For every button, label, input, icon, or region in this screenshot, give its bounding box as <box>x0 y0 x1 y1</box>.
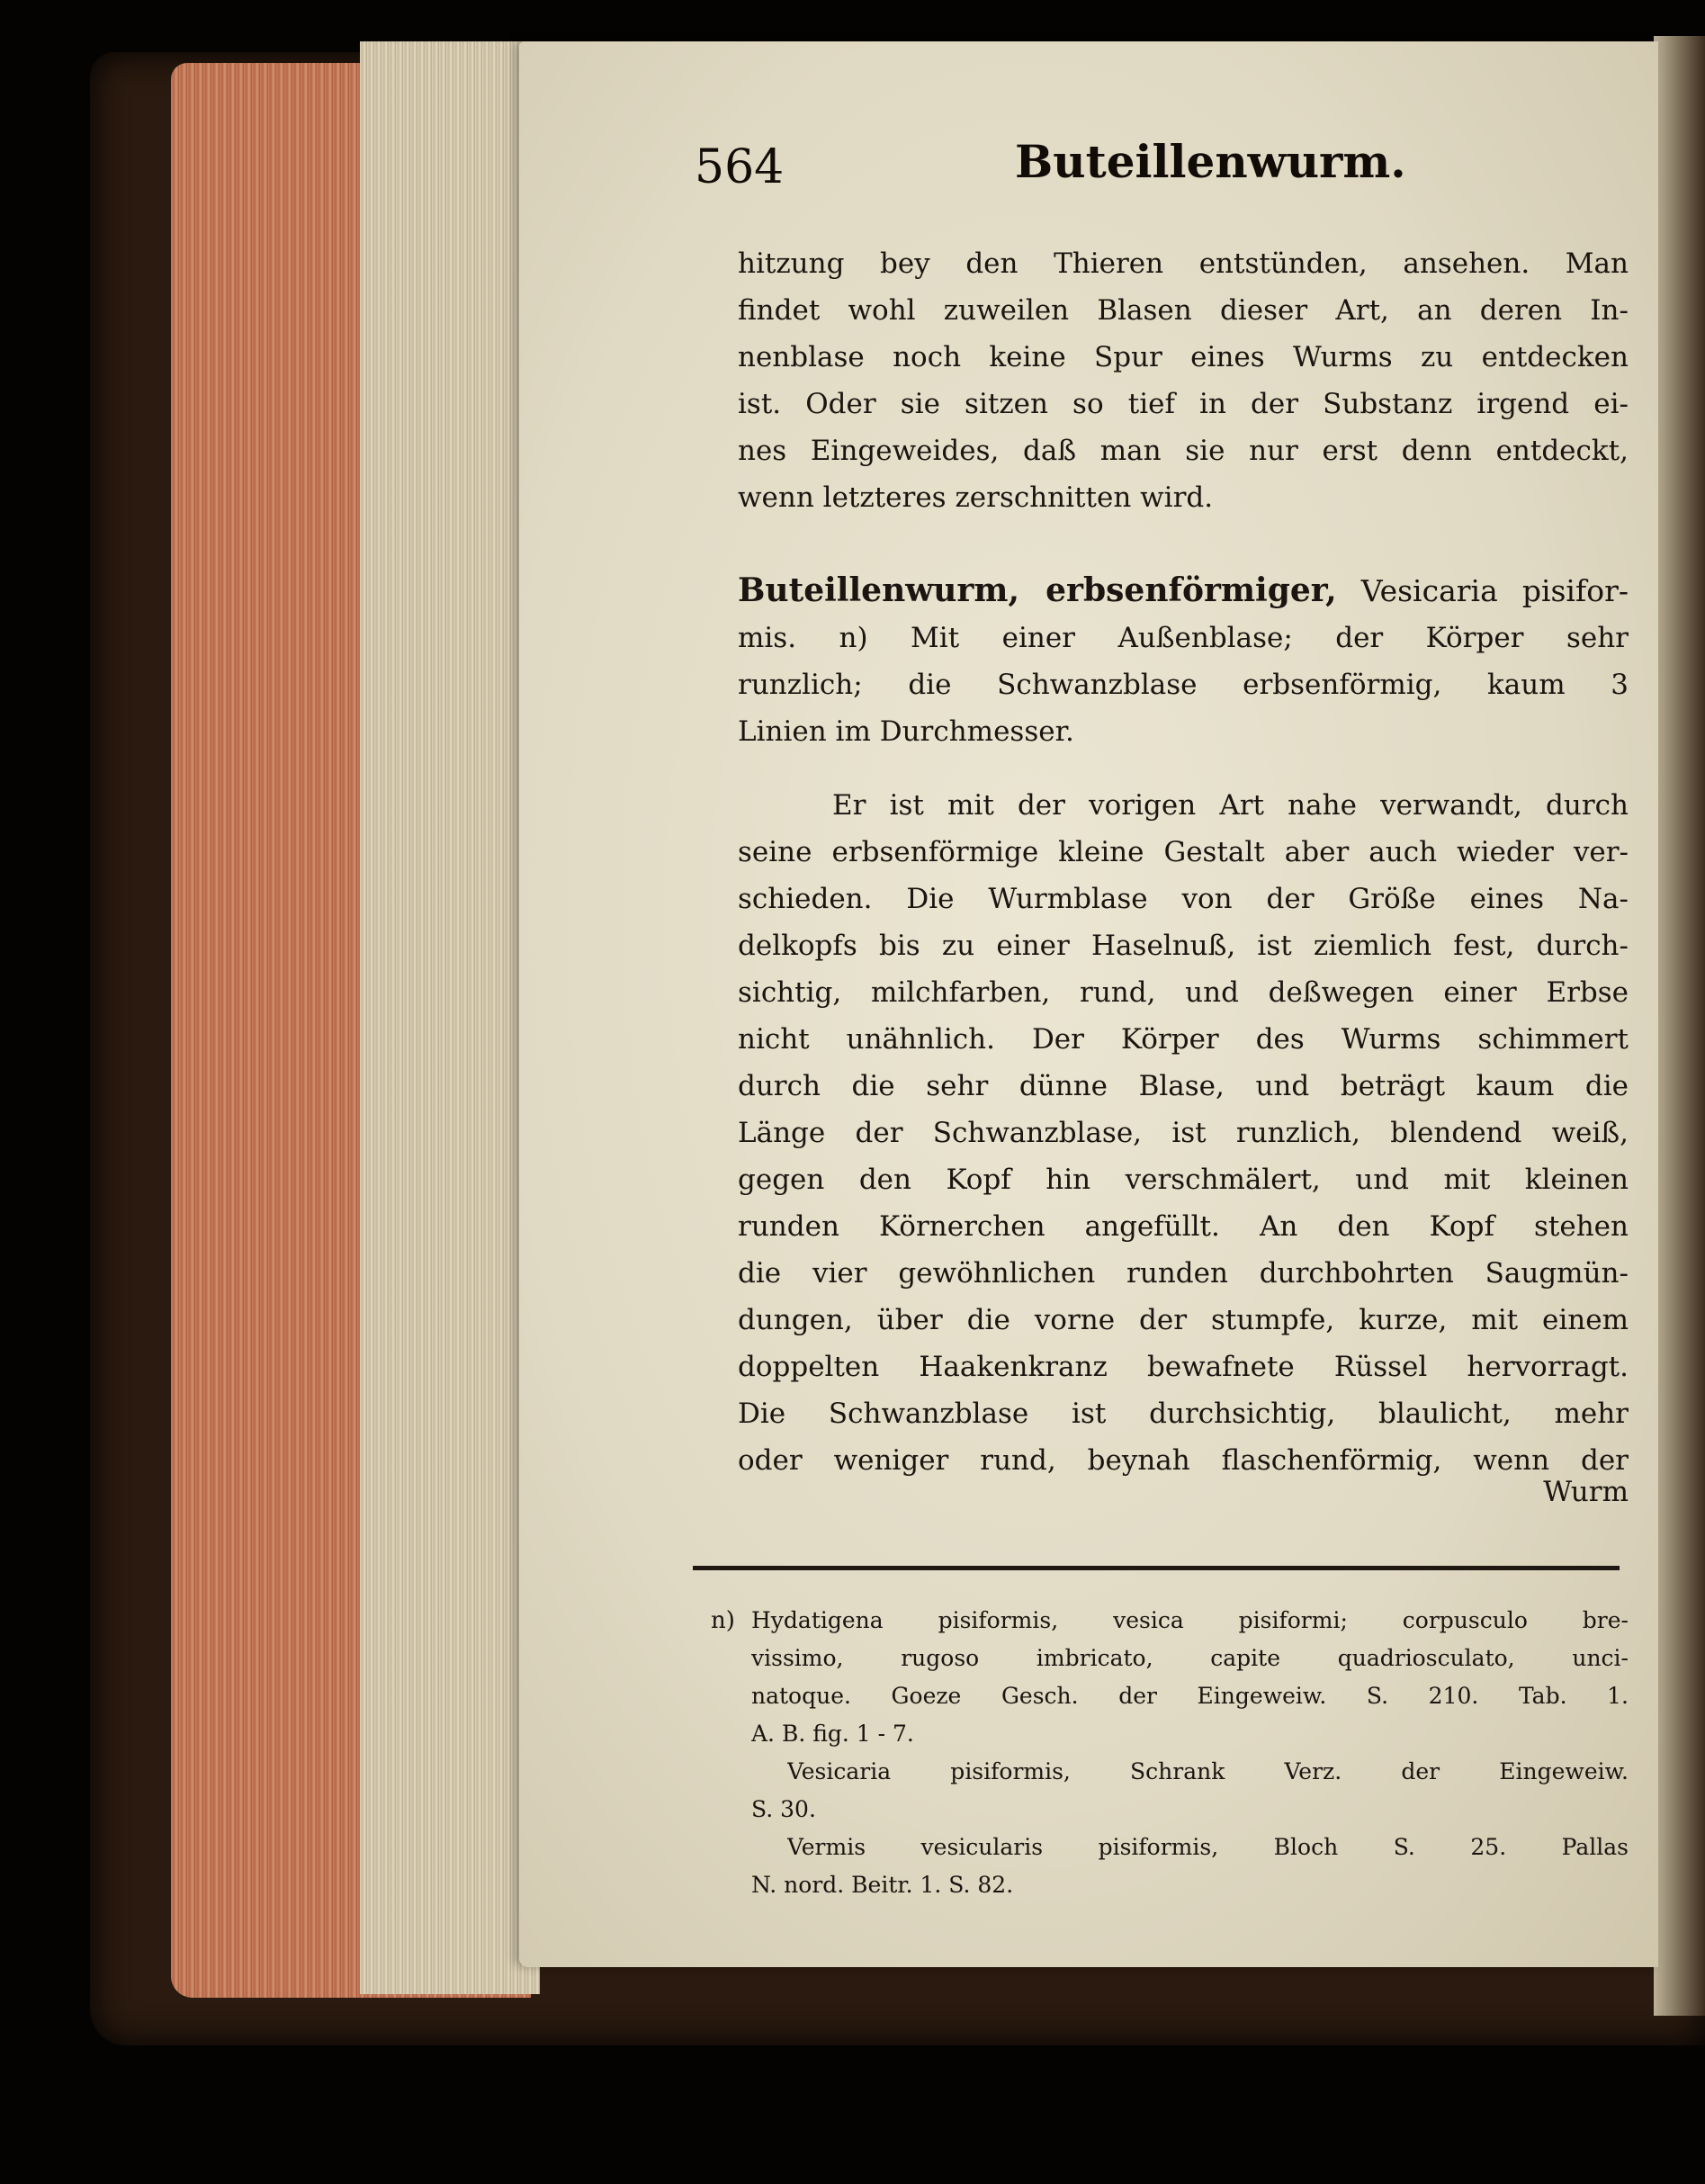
paragraph-line: durch die sehr dünne Blase, und beträgt kaum die <box>738 1070 1629 1102</box>
text-line: wenn letzteres zerschnitten wird. <box>738 481 1214 514</box>
paragraph-line: schieden. Die Wurmblase von der Größe eines Na- <box>738 883 1629 915</box>
paragraph-line: doppelten Haakenkranz bewafnete Rüssel hervorragt. <box>738 1351 1629 1383</box>
paragraph-line: dungen, über die vorne der stumpfe, kurze, mit einem <box>738 1304 1629 1336</box>
entry-latin: Vesicaria pisifor- <box>1360 573 1629 608</box>
footnote-mark: n) <box>711 1607 735 1634</box>
page-number: 564 <box>695 140 785 194</box>
running-head: Buteillenwurm. <box>1015 135 1406 188</box>
paragraph-line: delkopfs bis zu einer Haselnuß, ist ziemlich fest, durch- <box>738 930 1629 962</box>
paragraph-line: sichtig, milchfarben, rund, und deßwegen einer Erbse <box>738 976 1629 1009</box>
footnote-line: Hydatigena pisiformis, vesica pisiformi; corpusculo bre- <box>751 1607 1629 1633</box>
paragraph-line: runden Körnerchen angefüllt. An den Kopf stehen <box>738 1210 1629 1243</box>
footnote-line: A. B. fig. 1 - 7. <box>751 1721 914 1747</box>
text-line: nenblase noch keine Spur eines Wurms zu entdecken <box>738 341 1629 373</box>
entry-line: Linien im Durchmesser. <box>738 715 1074 748</box>
footnote-line: Vermis vesicularis pisiformis, Bloch S. 25. Pallas <box>787 1834 1629 1860</box>
paragraph-line: Länge der Schwanzblase, ist runzlich, blendend weiß, <box>738 1117 1629 1149</box>
gutter-edge <box>1654 36 1705 2016</box>
footnote-rule <box>693 1566 1620 1570</box>
page-stack <box>360 41 540 1994</box>
catchword: Wurm <box>1543 1476 1629 1508</box>
paragraph-line: Die Schwanzblase ist durchsichtig, blaulicht, mehr <box>738 1398 1629 1430</box>
footnote-line: vissimo, rugoso imbricato, capite quadriosculato, unci- <box>751 1645 1629 1671</box>
paragraph-line: die vier gewöhnlichen runden durchbohrten Saugmün- <box>738 1257 1629 1290</box>
text-line: nes Eingeweides, daß man sie nur erst denn entdeckt, <box>738 435 1629 467</box>
footnote-line: N. nord. Beitr. 1. S. 82. <box>751 1872 1014 1898</box>
text-line: ist. Oder sie sitzen so tief in der Substanz irgend ei- <box>738 388 1629 420</box>
footnote-line: natoque. Goeze Gesch. der Eingeweiw. S. 210. Tab. 1. <box>751 1683 1629 1709</box>
paragraph-line: oder weniger rund, beynah flaschenförmig, wenn der <box>738 1444 1629 1477</box>
footnote-line: Vesicaria pisiformis, Schrank Verz. der Eingeweiw. <box>787 1758 1629 1784</box>
paragraph-line: gegen den Kopf hin verschmälert, und mit kleinen <box>738 1164 1629 1196</box>
paragraph-line: Er ist mit der vorigen Art nahe verwandt, durch <box>832 789 1629 822</box>
text-line: hitzung bey den Thieren entstünden, ansehen. Man <box>738 247 1629 280</box>
entry-headword: Buteillenwurm, erbsenförmiger, <box>738 571 1337 609</box>
paragraph-line: seine erbsenförmige kleine Gestalt aber auch wieder ver- <box>738 836 1629 868</box>
paragraph-line: nicht unähnlich. Der Körper des Wurms schimmert <box>738 1023 1629 1056</box>
text-line: findet wohl zuweilen Blasen dieser Art, an deren In- <box>738 294 1629 327</box>
footnote-line: S. 30. <box>751 1796 816 1822</box>
entry-heading <box>738 567 1629 614</box>
entry-line: runzlich; die Schwanzblase erbsenförmig, kaum 3 <box>738 669 1629 701</box>
entry-line: mis. n) Mit einer Außenblase; der Körper sehr <box>738 622 1629 654</box>
